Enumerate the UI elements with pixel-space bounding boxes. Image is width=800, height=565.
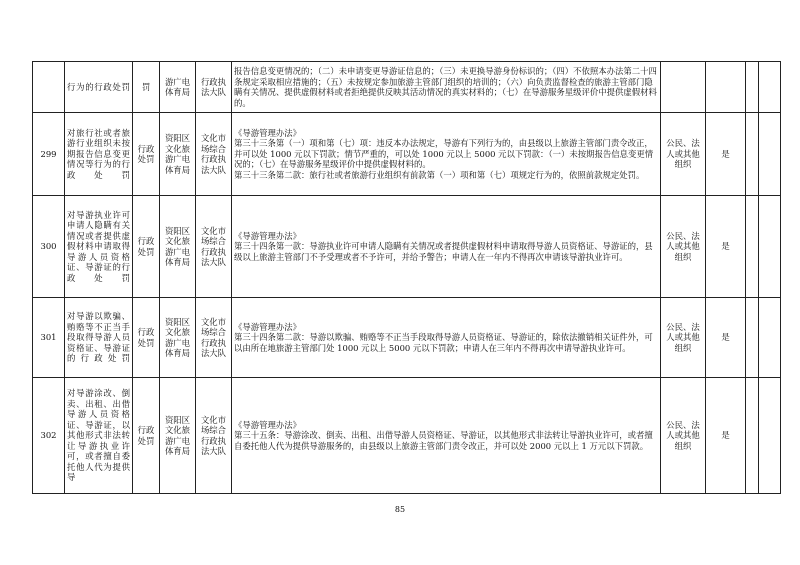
applicable-flag (706, 62, 746, 113)
applicable-flag: 是 (706, 378, 746, 494)
legal-basis (232, 62, 661, 113)
empty-cell (746, 378, 759, 494)
target-party: 公民、法人或其他组织 (661, 378, 706, 494)
executing-unit: 文化市场综合行政执法大队 (196, 196, 232, 298)
item-number: 299 (33, 113, 65, 196)
empty-cell (746, 62, 759, 113)
basis-line: 第三十三条第二款：旅行社或者旅游行业组织有前款第（一）项和第（七）项规定行为的，依照前款规定处罚。 (234, 169, 645, 180)
executing-unit: 文化市场综合行政执法大队 (196, 298, 232, 378)
basis-title: 《导游管理办法》 (234, 127, 301, 138)
empty-cell (759, 298, 781, 378)
legal-basis (232, 113, 661, 196)
item-type: 行政处罚 (133, 378, 160, 494)
executing-unit: 文化市场综合行政执法大队 (196, 113, 232, 196)
legal-basis (232, 298, 661, 378)
executing-unit: 文化市场综合行政执法大队 (196, 378, 232, 494)
empty-cell (746, 113, 759, 196)
empty-cell (746, 196, 759, 298)
basis-line: 第三十三条第（一）项和第（七）项：违反本办法规定，导游有下列行为的，由县级以上旅游主管部门责令改正，并可以处 1000 元以下罚款；情节严重的，可以处 1000 元以上 5000 元以下罚款：（一）未按期报告信息变更情况的；（七）在导游服务星级评价中提供虚假材料的。 (234, 138, 654, 170)
basis-line: 第三十四条第一款：导游执业许可申请人隐瞒有关情况或者提供虚假材料申请取得导游人员资格证、导游证的，县级以上旅游主管部门不予受理或者不予许可，并给予警告；申请人在一年内不得再次申请该导游执业许可。 (234, 241, 653, 262)
applicable-flag: 是 (706, 113, 746, 196)
empty-cell (759, 113, 781, 196)
item-number (33, 62, 65, 113)
target-party (661, 62, 706, 113)
basis-title: 《导游管理办法》 (234, 419, 301, 430)
item-name: 对导游以欺骗、贿赂等不正当手段取得导游人员资格证、导游证的行政处罚 (65, 298, 133, 378)
empty-cell (759, 196, 781, 298)
table-row (33, 196, 781, 298)
page-number: 85 (394, 505, 406, 514)
basis-line: 第三十四条第二款：导游以欺骗、贿赂等不正当手段取得导游人员资格证、导游证的，除依法撤销相关证件外，可以由所在地旅游主管部门处 1000 元以上 5000 元以下罚款；申请人在三年内不得再次申请导游执业许可。 (234, 332, 653, 353)
legal-basis (232, 196, 661, 298)
item-type: 罚 (133, 62, 160, 113)
empty-cell (746, 298, 759, 378)
basis-line: 第三十五条：导游涂改、倒卖、出租、出借导游人员资格证、导游证，以其他形式非法转让导游执业许可，或者擅自委托他人代为提供导游服务的，由县级以上旅游主管部门责令改正，并可以处 2000 元以上 1 万元以下罚款。 (234, 430, 653, 451)
item-number: 302 (33, 378, 65, 494)
target-party: 公民、法人或其他组织 (661, 196, 706, 298)
item-type: 行政处罚 (133, 196, 160, 298)
executing-unit: 行政执法大队 (196, 62, 232, 113)
table-row (33, 113, 781, 196)
implementing-department: 游广电体育局 (160, 62, 196, 113)
basis-title: 《导游管理办法》 (234, 321, 301, 332)
table-row (33, 62, 781, 113)
item-name: 对导游执业许可申请人隐瞒有关情况或者提供虚假材料申请取得导游人员资格证、导游证的行政处罚 (65, 196, 133, 298)
implementing-department: 资阳区文化旅游广电体育局 (160, 378, 196, 494)
basis-title: 《导游管理办法》 (234, 230, 301, 241)
implementing-department: 资阳区文化旅游广电体育局 (160, 298, 196, 378)
item-type: 行政处罚 (133, 298, 160, 378)
implementing-department: 资阳区文化旅游广电体育局 (160, 113, 196, 196)
legal-basis (232, 378, 661, 494)
item-name: 行为的行政处罚 (65, 62, 133, 113)
item-name: 对旅行社或者旅游行业组织未按期报告信息变更情况等行为的行政处罚 (65, 113, 133, 196)
empty-cell (759, 378, 781, 494)
item-number: 300 (33, 196, 65, 298)
enforcement-items-table (32, 61, 781, 494)
basis-line: 报告信息变更情况的；（二）未申请变更导游证信息的；（三）未更换导游身份标识的；（四）不依照本办法第二十四条规定采取相应措施的；（五）未按规定参加旅游主管部门组织的培训的；（六）向负责监督检查的旅游主管部门隐瞒有关情况、提供虚假材料或者拒绝提供反映其活动情况的真实材料的；（七）在导游服务星级评价中提供虚假材料的。 (234, 66, 657, 108)
table-row (33, 298, 781, 378)
item-number: 301 (33, 298, 65, 378)
applicable-flag: 是 (706, 196, 746, 298)
empty-cell (759, 62, 781, 113)
target-party: 公民、法人或其他组织 (661, 113, 706, 196)
implementing-department: 资阳区文化旅游广电体育局 (160, 196, 196, 298)
item-name: 对导游涂改、倒卖、出租、出借导游人员资格证、导游证，以其他形式非法转让导游执业许可，或者擅自委托他人代为提供导 (65, 378, 133, 494)
item-type: 行政处罚 (133, 113, 160, 196)
applicable-flag: 是 (706, 298, 746, 378)
table-row (33, 378, 781, 494)
target-party: 公民、法人或其他组织 (661, 298, 706, 378)
